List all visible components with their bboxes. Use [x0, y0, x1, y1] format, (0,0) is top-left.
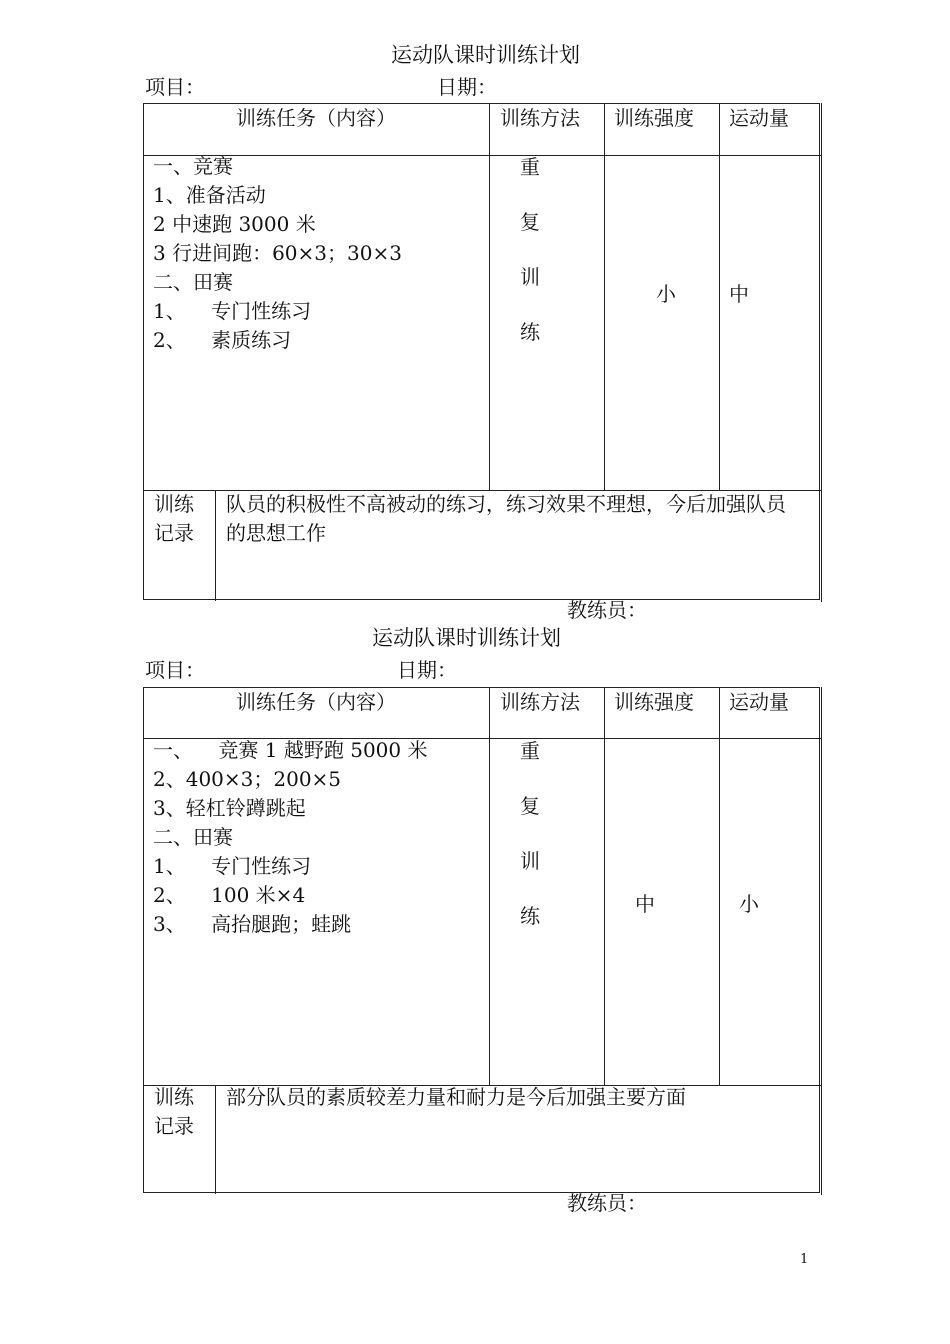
record-line: 部分队员的素质较差力量和耐力是今后加强主要方面	[226, 1085, 686, 1109]
coach-label: 教练员：	[567, 1191, 647, 1215]
content-line: 3 行进间跑：60×3；30×3	[153, 241, 402, 265]
content-line: 2、 素质练习	[153, 328, 292, 352]
content-line: 二、田赛	[153, 825, 233, 849]
record-label	[154, 1083, 194, 1141]
method-char: 训	[520, 265, 540, 289]
header-task: 训练任务（内容）	[236, 690, 396, 714]
record-label-line: 训练	[154, 492, 194, 516]
method-char: 重	[520, 739, 540, 763]
volume-value: 小	[739, 892, 759, 916]
header-intensity: 训练强度	[614, 106, 694, 130]
header-volume: 运动量	[729, 690, 789, 714]
training-plan-table	[143, 103, 820, 600]
content-line: 一、 竞赛 1 越野跑 5000 米	[153, 738, 428, 762]
method-vertical	[520, 140, 540, 360]
project-label: 项目：	[145, 658, 205, 682]
method-char: 练	[520, 320, 540, 344]
header-method: 训练方法	[500, 690, 580, 714]
training-plan-table	[143, 687, 820, 1193]
record-text	[226, 1083, 686, 1112]
plan-title: 运动队课时训练计划	[372, 626, 561, 650]
method-char: 练	[520, 904, 540, 928]
content-line: 二、田赛	[153, 270, 233, 294]
content-line: 1、 专门性练习	[153, 854, 312, 878]
date-label: 日期：	[437, 75, 497, 99]
content-line: 3、轻杠铃蹲跳起	[153, 796, 306, 820]
content-line: 1、准备活动	[153, 183, 266, 207]
record-text	[226, 490, 786, 548]
record-label-line: 训练	[154, 1085, 194, 1109]
project-label: 项目：	[145, 75, 205, 99]
record-line: 的思想工作	[226, 521, 326, 545]
plan-title: 运动队课时训练计划	[391, 43, 580, 67]
record-line: 队员的积极性不高被动的练习，练习效果不理想，今后加强队员	[226, 492, 786, 516]
method-char: 复	[520, 210, 540, 234]
header-task: 训练任务（内容）	[236, 106, 396, 130]
coach-label: 教练员：	[567, 598, 647, 622]
record-label-line: 记录	[154, 521, 194, 545]
page-number: 1	[800, 1252, 809, 1267]
content-line: 2、 100 米×4	[153, 883, 306, 907]
method-char: 复	[520, 794, 540, 818]
date-label: 日期：	[397, 658, 457, 682]
header-volume: 运动量	[729, 106, 789, 130]
intensity-value: 中	[635, 892, 655, 916]
content-list	[153, 736, 427, 939]
intensity-value: 小	[656, 282, 676, 306]
method-vertical	[520, 724, 540, 944]
volume-value: 中	[729, 282, 749, 306]
content-line: 一、竞赛	[153, 154, 233, 178]
content-line: 3、 高抬腿跑；蛙跳	[153, 912, 352, 936]
record-label-line: 记录	[154, 1114, 194, 1138]
content-list	[153, 152, 402, 355]
content-line: 2 中速跑 3000 米	[153, 212, 316, 236]
content-line: 2、400×3；200×5	[153, 767, 342, 791]
content-line: 1、 专门性练习	[153, 299, 312, 323]
record-label	[154, 490, 194, 548]
method-char: 重	[520, 155, 540, 179]
header-intensity: 训练强度	[614, 690, 694, 714]
header-method: 训练方法	[500, 106, 580, 130]
method-char: 训	[520, 849, 540, 873]
